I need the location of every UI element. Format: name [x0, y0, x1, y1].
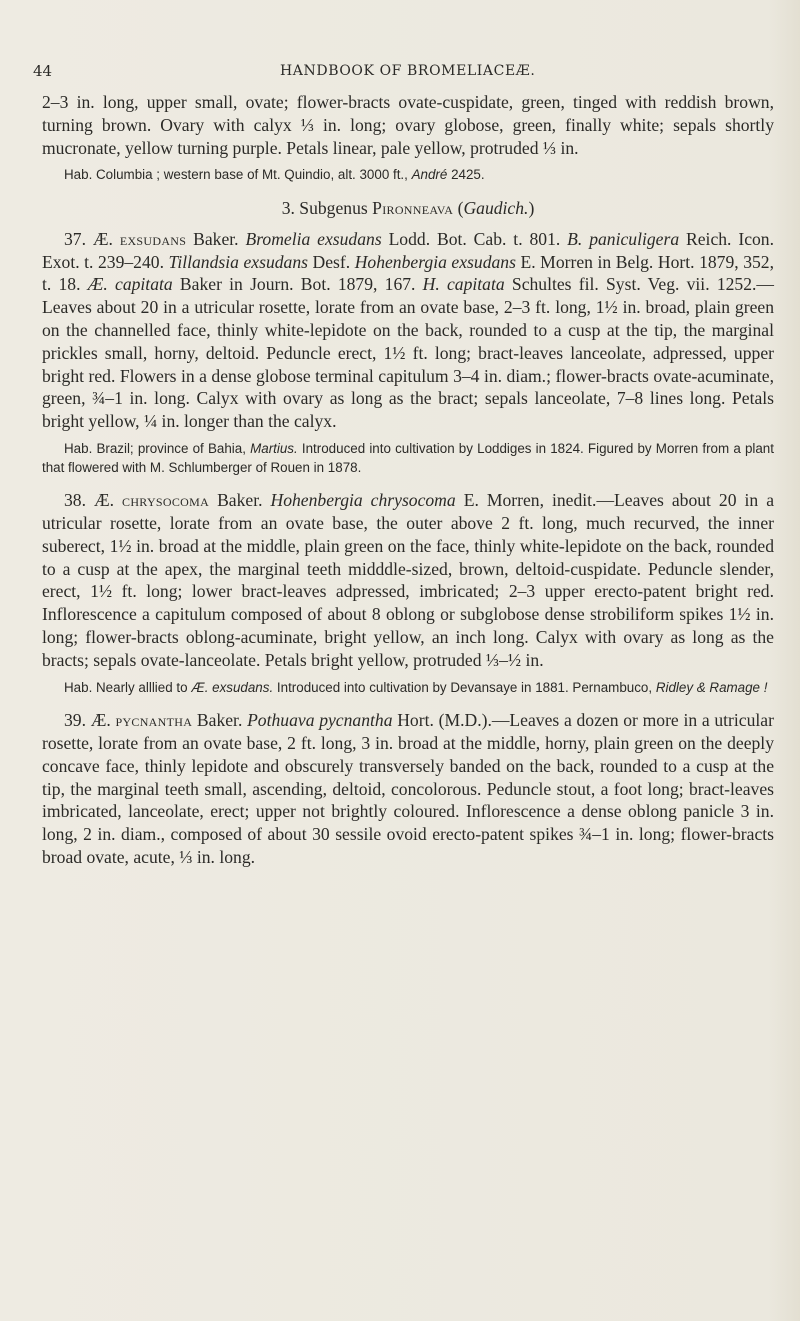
- subgenus-heading: 3. Subgenus Pironneava (Gaudich.): [281, 197, 535, 218]
- species-description: Schultes fil. Syst. Veg. vii. 1252.—Leaves about 20 in a utricular rosette, lorate from an ovate base, 2–3 ft. long, 1½ in. broad, plain green on the channelled face, thinly white-lepidote on the back, rounded to a cusp at the tip, the marginal prickles small, horny, deltoid. Peduncle erect, 1½ ft. long; bract-leaves lanceolate, adpressed, upper bright red. Flowers in a dense globose terminal capitulum 3–4 in. diam.; flower-bracts ovate-acuminate, green, ¾–1 in. long. Calyx with ovary as long as the bract; sepals lanceolate, 7–8 lines long. Petals bright yellow, ¼ in. longer than the calyx.: [42, 274, 774, 432]
- species-description: E. Morren, inedit.—Leaves about 20 in a utricular rosette, lorate from an ovate base, the outer above 2 ft. long, much recurved, the inner suberect, 1½ in. broad at the middle, plain green on the face, thinly white-lepidote on the back, rounded to a cusp at the apex, the marginal teeth midddle-sized, brown, deltoid-cuspidate. Peduncle slender, erect, 1½ ft. long; lower bract-leaves adpressed, imbricated; 2–3 upper erecto-patent bright red. Inflorescence a capitulum composed of about 8 oblong or subglobose dense strobiliform spikes 1½ in. long; flower-bracts oblong-acuminate, bright yellow, an inch long. Calyx with ovary as long as the bracts; sepals ovate-lanceolate. Petals bright yellow, protruded ⅓–½ in.: [42, 490, 775, 670]
- habitat-note: [42, 166, 774, 185]
- species-description: Hort. (M.D.).—Leaves a dozen or more in a utricular rosette, lorate from an ovate base, 2 ft. long, 3 in. broad at the middle, horny, plain green on the deeply concave face, thinly lepidote and obscurely transversely banded on the back, rounded to a cusp at the tip, the marginal teeth small, ascending, deltoid, concolorous. Peduncle stout, a foot long; bract-leaves imbricated, lanceolate, erect; upper not brightly coloured. Inflorescence a dense oblong panicle 3 in. long, 2 in. diam., composed of about 30 sessile ovoid erecto-patent spikes ¾–1 in. long; flower-bracts broad ovate, acute, ⅓ in. long.: [42, 710, 774, 867]
- related-species: Æ. exsudans.: [191, 679, 274, 695]
- species-author: Baker.: [217, 490, 263, 511]
- species-entry-39: [42, 709, 774, 869]
- collector-name: Martius.: [250, 440, 298, 456]
- synonym-ref: Lodd. Bot. Cab. t. 801.: [388, 228, 561, 249]
- habitat-text: Introduced into cultivation by Devansaye in 1881. Pernambuco,: [276, 679, 653, 695]
- collector-number: 2425.: [451, 167, 485, 183]
- habitat-note: [42, 440, 774, 477]
- page-header: [0, 62, 800, 82]
- subgenus-authority: Gaudich.: [463, 197, 529, 218]
- synonym-ref: Reich. Icon. Exot. t. 239–240.: [42, 228, 774, 272]
- species-entry-38: [42, 489, 774, 671]
- synonym-name: Pothuava pycnantha: [247, 710, 393, 731]
- subgenus-prefix: 3. Subgenus: [281, 197, 368, 218]
- synonym-name: Tillandsia exsudans: [168, 251, 308, 272]
- species-number: 39. Æ.: [64, 710, 111, 731]
- species-number: 37. Æ.: [64, 228, 113, 249]
- species-epithet: pycnantha: [115, 710, 193, 731]
- synonym-name: Bromelia exsudans: [245, 228, 382, 249]
- species-entry-37: [42, 228, 774, 433]
- synonym-ref: Baker in Journ. Bot. 1879, 167.: [179, 274, 416, 295]
- collector-name: André: [411, 167, 448, 183]
- synonym-name: B. paniculigera: [567, 228, 680, 249]
- synonym-ref: Desf.: [312, 251, 351, 272]
- species-epithet: chrysocoma: [122, 490, 210, 511]
- subgenus-name: Pironneava: [372, 197, 454, 218]
- habitat-text: Hab. Brazil; province of Bahia,: [64, 440, 246, 456]
- habitat-text: Hab. Nearly alllied to: [64, 679, 188, 695]
- page-number: 44: [33, 62, 53, 80]
- species-number: 38. Æ.: [64, 490, 115, 511]
- synonym-name: Æ. capitata: [87, 274, 173, 295]
- habitat-note: [42, 679, 774, 698]
- habitat-text: Hab. Columbia ; western base of Mt. Quindio, alt. 3000 ft.,: [64, 167, 408, 183]
- species-author: Baker.: [193, 228, 239, 249]
- page-body: [42, 91, 774, 869]
- species-epithet: exsudans: [119, 228, 187, 249]
- synonym-name: Hohenbergia chrysocoma: [270, 490, 456, 511]
- habitat-text: Introduced into cultivation by Loddiges in 1824. Figured by Morren from a plant that flowered with M. Schlumberger of Rouen in 1878.: [42, 440, 774, 475]
- running-title: HANDBOOK OF BROMELIACEÆ.: [280, 63, 536, 79]
- synonym-ref: E. Morren in Belg. Hort. 1879, 352, t. 18.: [42, 251, 774, 295]
- synonym-name: Hohenbergia exsudans: [354, 251, 516, 272]
- continuation-paragraph: 2–3 in. long, upper small, ovate; flower-bracts ovate-cuspidate, green, tinged with reddish brown, turning brown. Ovary with calyx ⅓ in. long; ovary globose, green, finally white; sepals shortly mucronate, yellow turning purple. Petals linear, pale yellow, protruded ⅓ in.: [42, 92, 774, 158]
- collector-name: Ridley & Ramage !: [655, 679, 768, 695]
- species-author: Baker.: [196, 710, 243, 731]
- synonym-name: H. capitata: [422, 274, 505, 295]
